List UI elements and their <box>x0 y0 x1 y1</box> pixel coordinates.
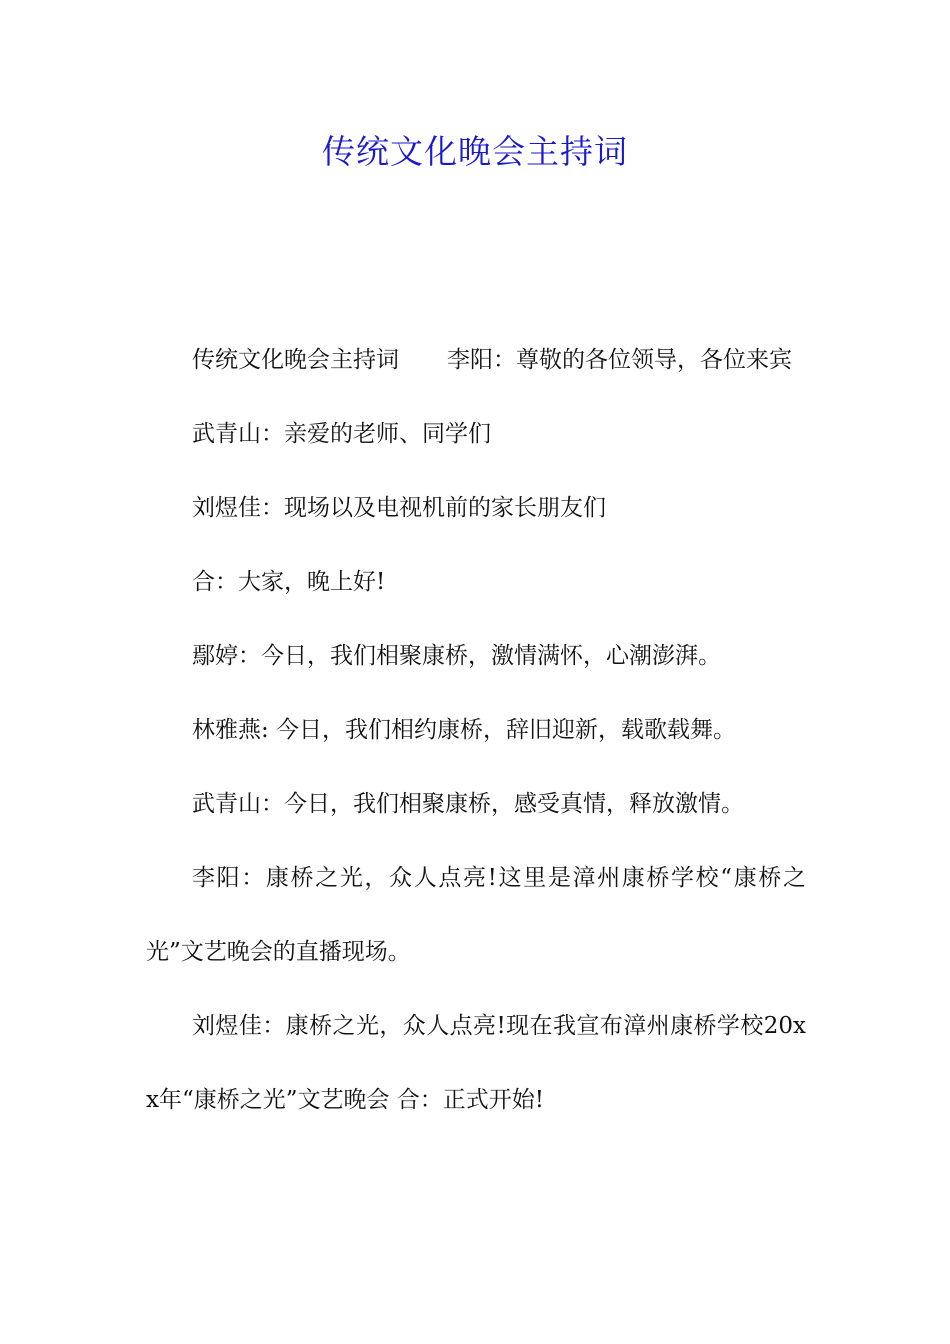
paragraph: 武青山：今日，我们相聚康桥，感受真情，释放激情。 <box>192 791 744 817</box>
paragraph: 林雅燕: 今日，我们相约康桥，辞旧迎新，载歌载舞。 <box>192 717 737 743</box>
paragraph-lead: 传统文化晚会主持词 <box>192 347 399 373</box>
paragraph-text: 李阳：尊敬的各位领导，各位来宾 <box>447 347 792 373</box>
paragraph <box>146 323 806 397</box>
paragraph: 鄢婷：今日，我们相聚康桥，激情满怀，心潮澎湃。 <box>192 643 721 669</box>
paragraph: 武青山：亲爱的老师、同学们 <box>192 421 491 447</box>
document-title: 传统文化晚会主持词 <box>322 132 628 171</box>
paragraph: 李阳：康桥之光，众人点亮!这里是漳州康桥学校“康桥之光”文艺晚会的直播现场。 <box>146 865 806 965</box>
paragraph: 合：大家，晚上好! <box>192 569 386 595</box>
document-body <box>146 323 806 1137</box>
paragraph: 刘煜佳：现场以及电视机前的家长朋友们 <box>192 495 606 521</box>
paragraph: 刘煜佳：康桥之光，众人点亮!现在我宣布漳州康桥学校20xx年“康桥之光”文艺晚会 合：正式开始! <box>146 1013 806 1113</box>
